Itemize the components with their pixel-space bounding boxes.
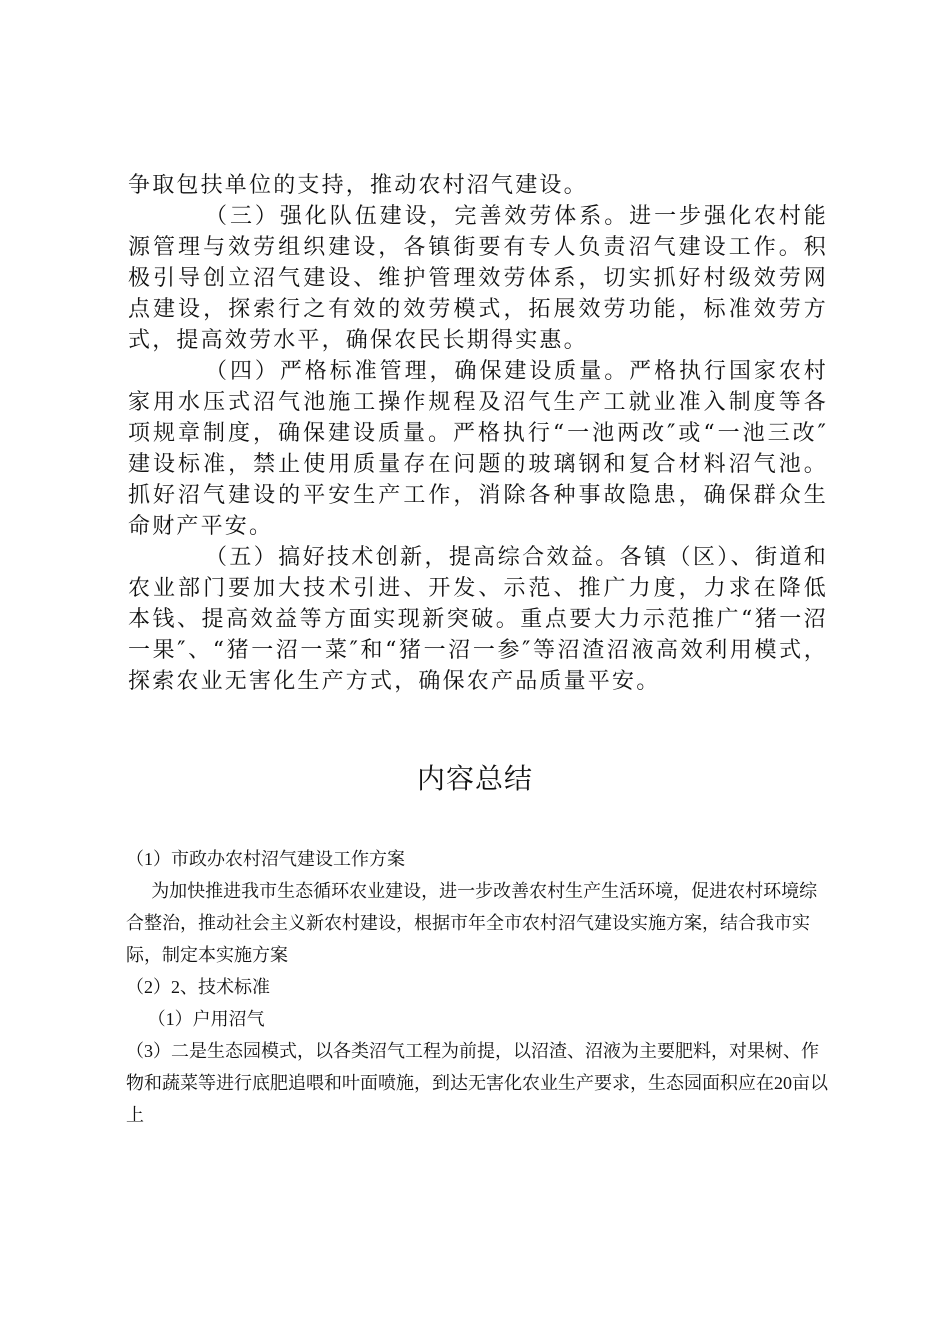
body-paragraph-team-building: （三）强化队伍建设，完善效劳体系。进一步强化农村能源管理与效劳组织建设，各镇街要有专人负责沼气建设工作。积极引导创立沼气建设、维护管理效劳体系，切实抓好村级效劳网点建设，探索行之有效的效劳模式，拓展效劳功能，标准效劳方式，提高效劳水平，确保农民长期得实惠。 xyxy=(128,204,828,353)
body-text xyxy=(128,170,828,697)
summary-item-2-sub: （1）户用沼气 xyxy=(147,1009,265,1029)
summary-item-3-text: （3）二是生态园模式，以各类沼气工程为前提，以沼渣、沼液为主要肥料，对果树、作物和蔬菜等进行底肥追喂和叶面喷施，到达无害化农业生产要求，生态园面积应在20亩以上 xyxy=(126,1041,828,1125)
summary-item-1-text: 为加快推进我市生态循环农业建设，进一步改善农村生产生活环境，促进农村环境综合整治，推动社会主义新农村建设，根据市年全市农村沼气建设实施方案，结合我市实际，制定本实施方案 xyxy=(126,881,818,965)
body-paragraph-continuation: 争取包扶单位的支持，推动农村沼气建设。 xyxy=(128,173,588,198)
summary-section xyxy=(126,843,832,1131)
summary-item-1-heading: （1）市政办农村沼气建设工作方案 xyxy=(126,849,405,869)
summary-title: 内容总结 xyxy=(416,764,533,795)
body-paragraph-innovation: （五）搞好技术创新，提高综合效益。各镇（区）、街道和农业部门要加大技术引进、开发、示范、推广力度，力求在降低本钱、提高效益等方面实现新突破。重点要大力示范推广“猪一沼一果″、“猪一沼一菜″和“猪一沼一参″等沼渣沼液高效利用模式，探索农业无害化生产方式，确保农产品质量平安。 xyxy=(128,545,828,694)
summary-item-2-heading: （2）2、技术标准 xyxy=(126,977,270,997)
body-paragraph-standards: （四）严格标准管理，确保建设质量。严格执行国家农村家用水压式沼气池施工操作规程及沼气生产工就业准入制度等各项规章制度，确保建设质量。严格执行“一池两改″或“一池三改″建设标准，禁止使用质量存在问题的玻璃钢和复合材料沼气池。抓好沼气建设的平安生产工作，消除各种事故隐患，确保群众生命财产平安。 xyxy=(128,359,828,539)
